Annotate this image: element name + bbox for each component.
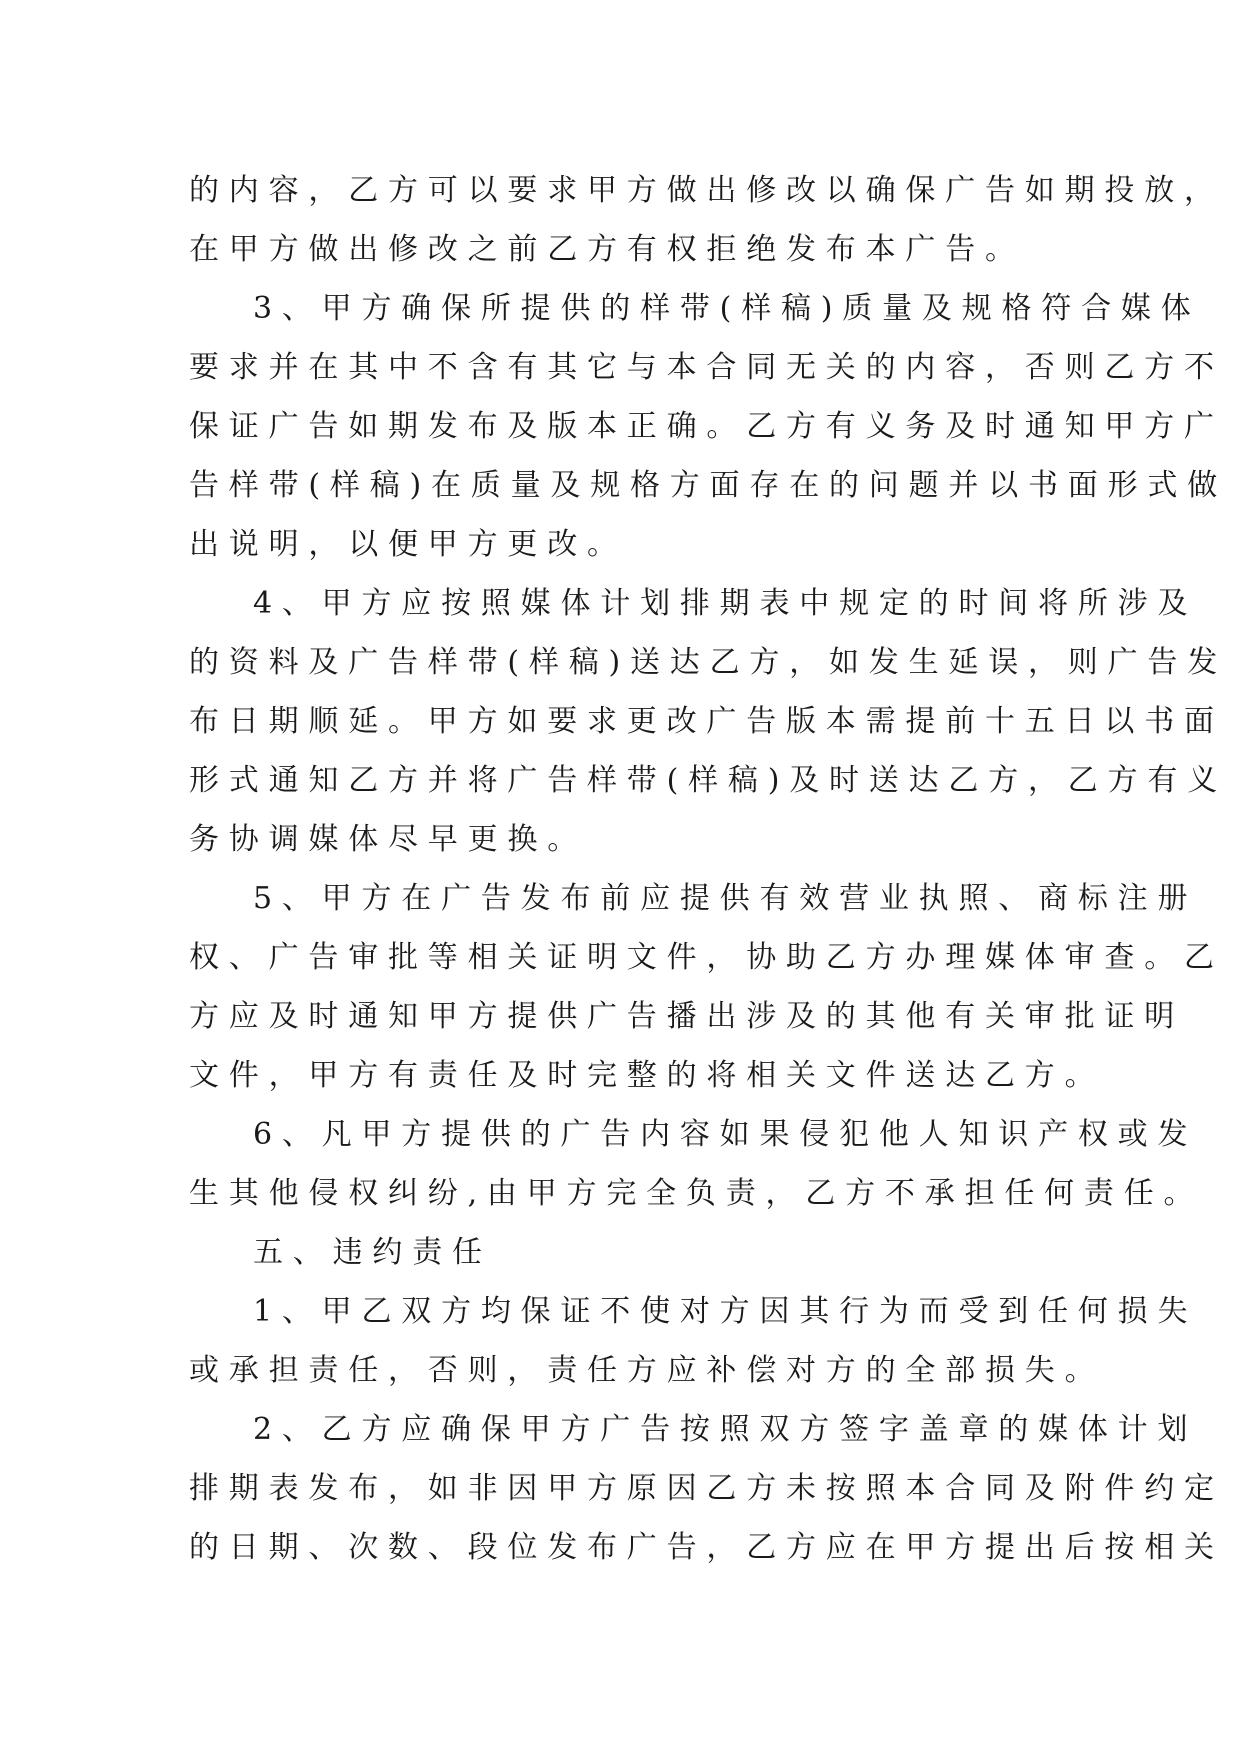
text-line: 务协调媒体尽早更换。: [189, 822, 587, 857]
text-line: 权、广告审批等相关证明文件，协助乙方办理媒体审查。乙: [189, 940, 1224, 975]
text-line: 生其他侵权纠纷,由甲方完全负责，乙方不承担任何责任。: [189, 1176, 1204, 1211]
text-line: 方应及时通知甲方提供广告播出涉及的其他有关审批证明: [189, 999, 1184, 1034]
text-line: 要求并在其中不含有其它与本合同无关的内容，否则乙方不: [189, 350, 1224, 385]
text-line: 的资料及广告样带(样稿)送达乙方，如发生延误，则广告发: [189, 645, 1228, 680]
text-line: 1、甲乙双方均保证不使对方因其行为而受到任何损失: [253, 1294, 1198, 1329]
text-line: 排期表发布，如非因甲方原因乙方未按照本合同及附件约定: [189, 1471, 1224, 1506]
text-line: 3、甲方确保所提供的样带(样稿)质量及规格符合媒体: [253, 291, 1201, 326]
text-line: 布日期顺延。甲方如要求更改广告版本需提前十五日以书面: [189, 704, 1224, 739]
text-line: 在甲方做出修改之前乙方有权拒绝发布本广告。: [189, 232, 1025, 267]
text-line: 文件，甲方有责任及时完整的将相关文件送达乙方。: [189, 1058, 1105, 1093]
document-body: [189, 161, 1228, 1577]
text-line: 6、凡甲方提供的广告内容如果侵犯他人知识产权或发: [253, 1117, 1198, 1152]
section-heading: 五、违约责任: [253, 1235, 492, 1270]
text-line: 形式通知乙方并将广告样带(样稿)及时送达乙方，乙方有义: [189, 763, 1228, 798]
text-line: 出说明，以便甲方更改。: [189, 527, 627, 562]
text-line: 的内容，乙方可以要求甲方做出修改以确保广告如期投放，: [189, 173, 1224, 208]
text-line: 5、甲方在广告发布前应提供有效营业执照、商标注册: [253, 881, 1198, 916]
text-line: 2、乙方应确保甲方广告按照双方签字盖章的媒体计划: [253, 1412, 1198, 1447]
text-line: 保证广告如期发布及版本正确。乙方有义务及时通知甲方广: [189, 409, 1224, 444]
text-line: 的日期、次数、段位发布广告，乙方应在甲方提出后按相关: [189, 1530, 1224, 1565]
text-line: 或承担责任，否则，责任方应补偿对方的全部损失。: [189, 1353, 1105, 1388]
text-line: 4、甲方应按照媒体计划排期表中规定的时间将所涉及: [253, 586, 1198, 621]
text-line: 告样带(样稿)在质量及规格方面存在的问题并以书面形式做: [189, 468, 1228, 503]
